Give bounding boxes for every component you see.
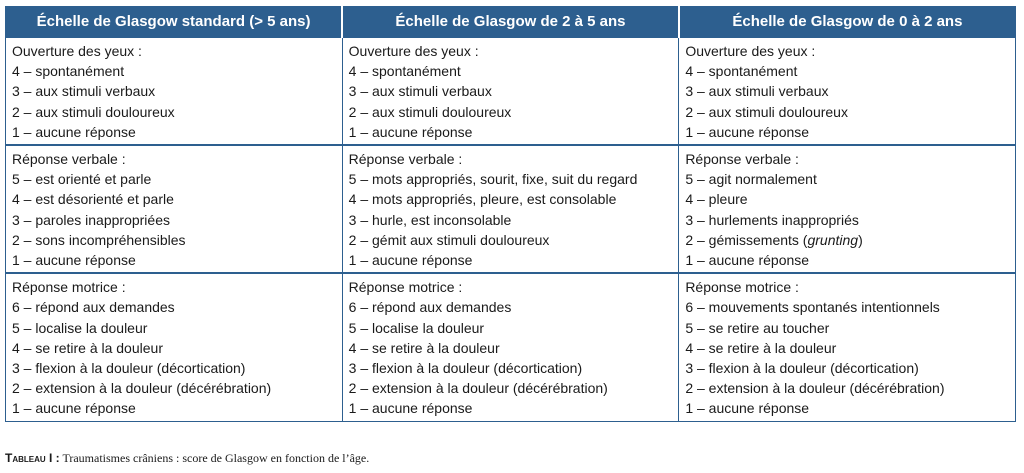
cell-line: 2 – extension à la douleur (décérébration) <box>12 380 272 397</box>
header-standard: Échelle de Glasgow standard (> 5 ans) <box>6 7 343 38</box>
cell-line: 1 – aucune réponse <box>12 400 136 417</box>
cell-line: 4 – se retire à la douleur <box>12 339 163 356</box>
cell-line: 4 – se retire à la douleur <box>348 339 500 356</box>
cell <box>6 37 343 145</box>
cell-line: 2 – extension à la douleur (décérébration) <box>348 380 608 397</box>
cell-line: 3 – paroles inappropriées <box>12 211 170 228</box>
cell-line: 3 – hurle, est inconsolable <box>348 211 512 228</box>
cell-line: Réponse verbale : <box>685 151 799 168</box>
cell-line: 4 – spontanément <box>685 63 798 80</box>
cell-line: 2 – extension à la douleur (décérébration) <box>685 380 945 397</box>
row-eye-opening <box>6 37 1016 145</box>
cell-line: 1 – aucune réponse <box>685 400 810 417</box>
cell-line: Ouverture des yeux : <box>12 43 142 59</box>
italic-term: grunting <box>807 231 859 248</box>
cell-line: 3 – aux stimuli verbaux <box>348 83 492 100</box>
cell-line: 6 – répond aux demandes <box>348 299 512 316</box>
cell-line: 2 – sons incompréhensibles <box>12 231 186 248</box>
cell-line: 5 – se retire au toucher <box>685 319 830 336</box>
cell-line: 3 – aux stimuli verbaux <box>12 83 156 100</box>
cell-line: 4 – est désorienté et parle <box>12 191 174 208</box>
caption-label: Tableau I : <box>5 451 60 465</box>
cell-line: 4 – pleure <box>685 191 748 208</box>
cell <box>342 145 679 273</box>
cell <box>342 273 679 421</box>
cell-line: 1 – aucune réponse <box>348 252 473 269</box>
cell-line: 2 – aux stimuli douloureux <box>348 103 512 120</box>
cell-line: Réponse motrice : <box>348 279 463 296</box>
cell-line: 4 – spontanément <box>348 63 461 80</box>
table-caption <box>5 451 369 466</box>
cell-line: Ouverture des yeux : <box>685 43 816 59</box>
cell-line: 1 – aucune réponse <box>12 123 136 140</box>
cell-line: 3 – flexion à la douleur (décortication) <box>348 360 583 377</box>
cell <box>679 145 1016 273</box>
cell-line: Réponse motrice : <box>12 279 126 296</box>
cell-line: 1 – aucune réponse <box>348 400 473 417</box>
cell-line: 5 – agit normalement <box>685 171 817 188</box>
caption-text: Traumatismes crâniens : score de Glasgow en fonction de l’âge. <box>59 451 370 465</box>
cell-line: 1 – aucune réponse <box>685 123 810 140</box>
cell <box>679 37 1016 145</box>
cell-line: Réponse verbale : <box>348 151 463 168</box>
cell-line: 5 – localise la douleur <box>12 319 148 336</box>
cell-line: 5 – mots appropriés, sourit, fixe, suit du regard <box>348 171 638 188</box>
cell-line: 1 – aucune réponse <box>348 123 473 140</box>
cell-line: 3 – hurlements inappropriés <box>685 211 859 228</box>
cell-line: 2 – aux stimuli douloureux <box>12 103 175 120</box>
cell-line: 1 – aucune réponse <box>12 252 136 269</box>
cell-line: 4 – mots appropriés, pleure, est consolable <box>348 191 617 208</box>
cell-line: 2 – aux stimuli douloureux <box>685 103 848 120</box>
cell-line: 1 – aucune réponse <box>685 252 810 269</box>
cell <box>6 273 343 421</box>
header-0-2-years: Échelle de Glasgow de 0 à 2 ans <box>679 7 1016 38</box>
cell-line: 6 – mouvements spontanés intentionnels <box>685 299 940 316</box>
row-motor-response <box>6 273 1016 421</box>
cell-line: 5 – localise la douleur <box>348 319 485 336</box>
cell-line: 3 – flexion à la douleur (décortication) <box>685 360 919 377</box>
cell-line: Réponse verbale : <box>12 151 126 168</box>
row-verbal-response <box>6 145 1016 273</box>
glasgow-table <box>5 6 1016 422</box>
cell-line: Ouverture des yeux : <box>348 43 479 59</box>
cell-line: 5 – est orienté et parle <box>12 171 152 188</box>
cell-line: 4 – spontanément <box>12 63 125 80</box>
cell-line: 3 – aux stimuli verbaux <box>685 83 829 100</box>
cell <box>679 273 1016 421</box>
glasgow-table-container <box>5 6 1016 422</box>
cell <box>6 145 343 273</box>
cell <box>342 37 679 145</box>
cell-line: 6 – répond aux demandes <box>12 299 175 316</box>
header-row <box>6 7 1016 38</box>
cell-line: 4 – se retire à la douleur <box>685 339 837 356</box>
cell-line: 3 – flexion à la douleur (décortication) <box>12 360 246 377</box>
cell-line: 2 – gémit aux stimuli douloureux <box>348 231 550 248</box>
header-2-5-years: Échelle de Glasgow de 2 à 5 ans <box>342 7 679 38</box>
cell-line: 2 – gémissements (grunting) <box>685 231 863 248</box>
cell-line: Réponse motrice : <box>685 279 799 296</box>
